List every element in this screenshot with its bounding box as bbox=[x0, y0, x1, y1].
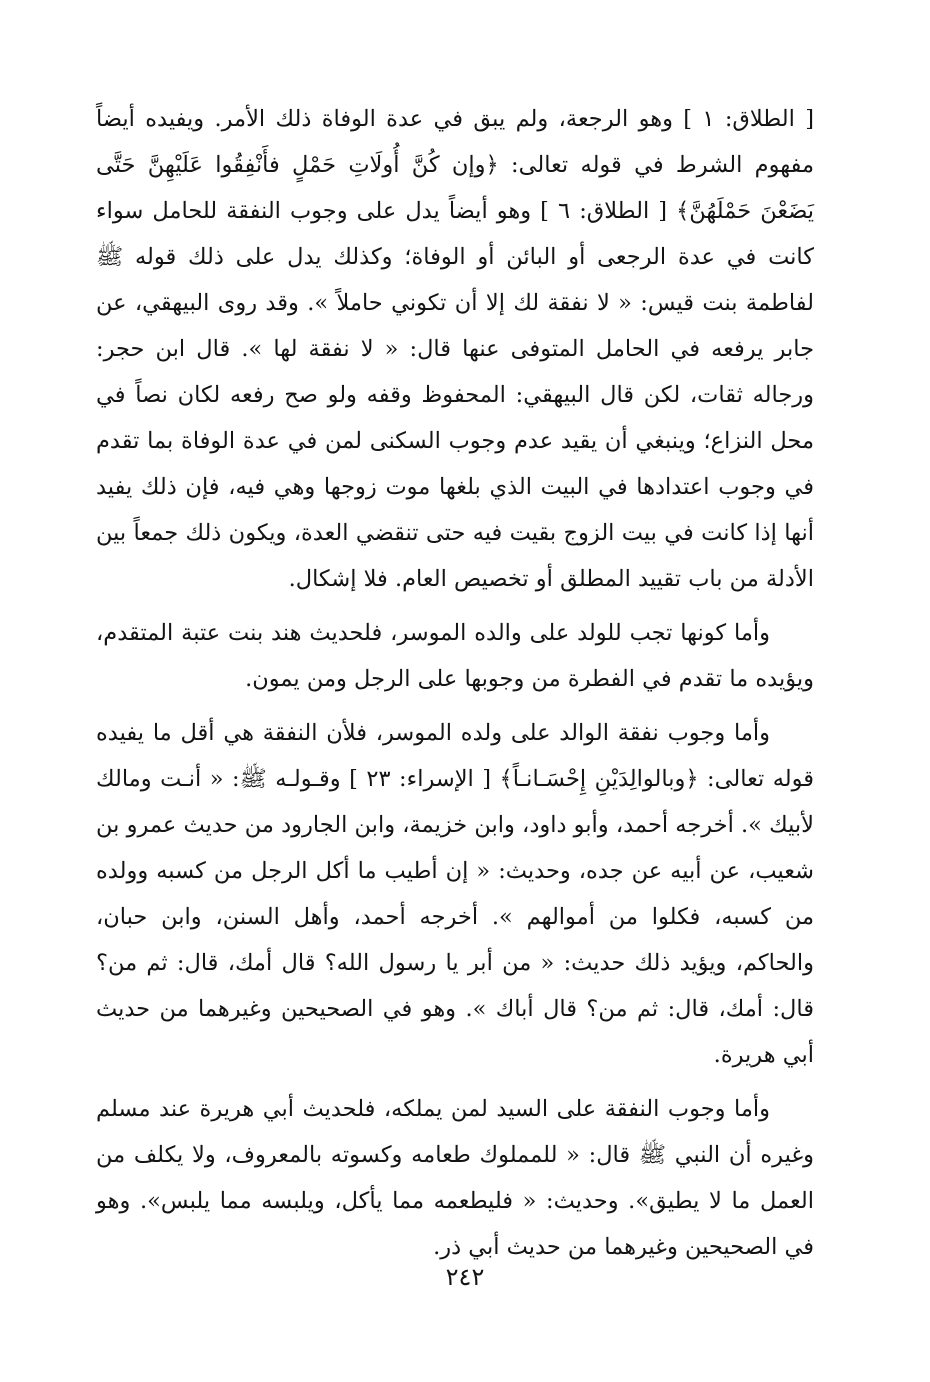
paragraph-2: وأما كونها تجب للولد على والده الموسر، فلحديث هند بنت عتبة المتقدم، ويؤيده ما تقدم في الفطرة من وجوبها على الرجل ومن يمون. bbox=[96, 620, 814, 692]
paragraph-3: وأما وجوب نفقة الوالد على ولده الموسر، فلأن النفقة هي أقل ما يفيده قوله تعالى: ﴿وبالوالِدَيْنِ إِحْسَـانـاً﴾ [ الإسراء: ٢٣ ] وقـولـه ﷺ: « أنـت ومالك لأبيك ». أخرجه أحمد، وأبو داود، وابن خزيمة، وابن الجارود من حديث عمرو بن شعيب، عن أبيه عن جده، وحديث: « إن أطيب ما أكل الرجل من كسبه وولده من كسبه، فكلوا من أموالهم ». أخرجه أحمد، وأهل السنن، وابن حبان، والحاكم، ويؤيد ذلك حديث: « من أبر يا رسول الله؟ قال أمك، قال: ثم من؟ قال: أمك، قال: ثم من؟ قال أباك ». وهو في الصحيحين وغيرهما من حديث أبي هريرة. bbox=[96, 720, 814, 1068]
paragraph-1: [ الطلاق: ١ ] وهو الرجعة، ولم يبق في عدة الوفاة ذلك الأمر. ويفيده أيضاً مفهوم الشرط في قوله تعالى: ﴿وإن كُنَّ أُولَاتِ حَمْلٍ فأَنْفِقُوا عَلَيْهِنَّ حَتَّى يَضَعْنَ حَمْلَهُنَّ﴾ [ الطلاق: ٦ ] وهو أيضاً يدل على وجوب النفقة للحامل سواء كانت في عدة الرجعى أو البائن أو الوفاة؛ وكذلك يدل على ذلك قوله ﷺ لفاطمة بنت قيس: « لا نفقة لك إلا أن تكوني حاملاً ». وقد روى البيهقي، عن جابر يرفعه في الحامل المتوفى عنها قال: « لا نفقة لها ». قال ابن حجر: ورجاله ثقات، لكن قال البيهقي: المحفوظ وقفه ولو صح رفعه لكان نصاً في محل النزاع؛ وينبغي أن يقيد عدم وجوب السكنى لمن في عدة الوفاة بما تقدم في وجوب اعتدادها في البيت الذي بلغها موت زوجها وهي فيه، فإن ذلك يفيد أنها إذا كانت في بيت الزوج بقيت فيه حتى تنقضي العدة، ويكون ذلك جمعاً بين الأدلة من باب تقييد المطلق أو تخصيص العام. فلا إشكال. bbox=[96, 106, 814, 592]
page-number: ٢٤٢ bbox=[445, 1263, 485, 1291]
paragraph-4: وأما وجوب النفقة على السيد لمن يملكه، فلحديث أبي هريرة عند مسلم وغيره أن النبي ﷺ قال: « للمملوك طعامه وكسوته بالمعروف، ولا يكلف من العمل ما لا يطيق». وحديث: « فليطعمه مما يأكل، ويلبسه مما يلبس». وهو في الصحيحين وغيرهما من حديث أبي ذر. bbox=[96, 1096, 814, 1260]
body-text bbox=[96, 96, 814, 1270]
